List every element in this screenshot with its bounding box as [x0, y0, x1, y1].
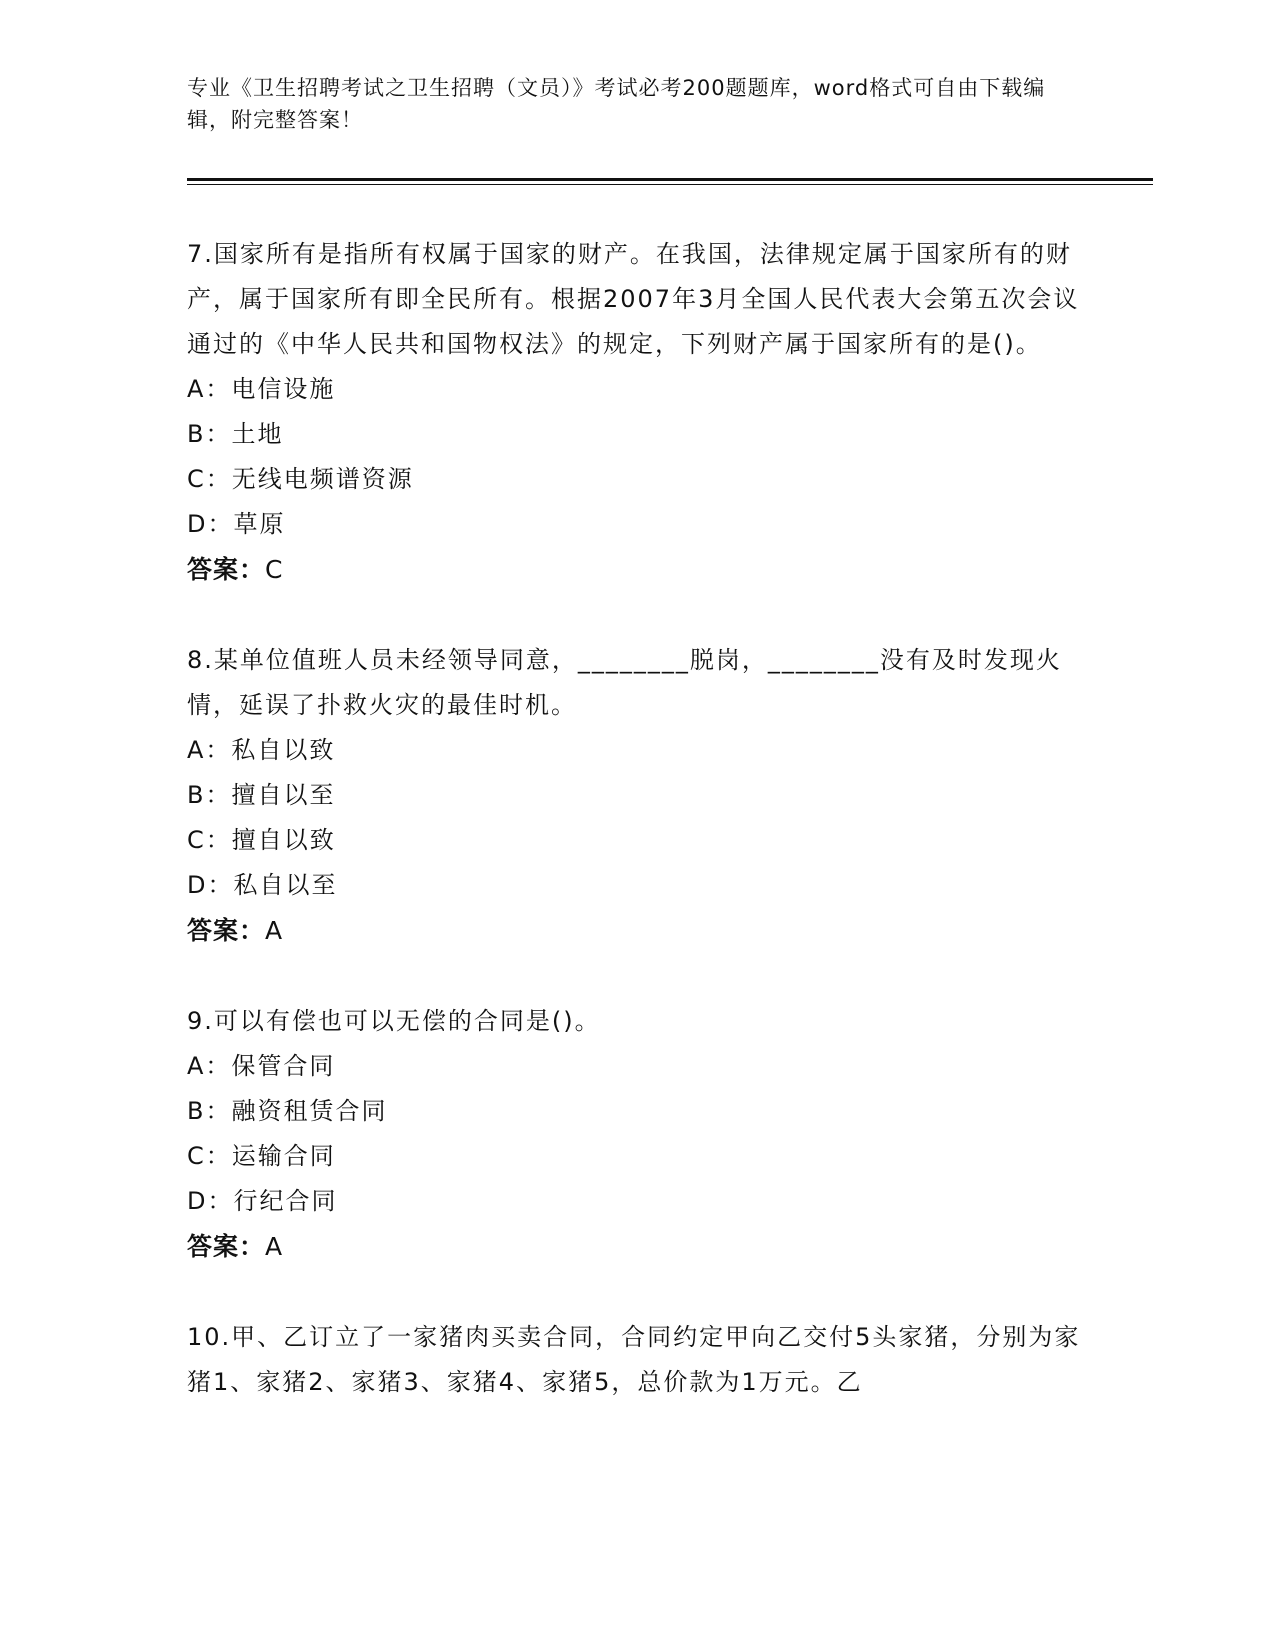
option-d: D：私自以至 — [187, 871, 338, 899]
option-d: D：行纪合同 — [187, 1187, 338, 1215]
question-stem: 7.国家所有是指所有权属于国家的财产。在我国，法律规定属于国家所有的财产，属于国家所有即全民所有。根据2007年3月全国人民代表大会第五次会议通过的《中华人民共和国物权法》的规定，下列财产属于国家所有的是()。 — [187, 240, 1080, 358]
option-b: B：土地 — [187, 420, 284, 448]
option-a: A：电信设施 — [187, 375, 336, 403]
answer-value: C — [265, 555, 284, 584]
option-a: A：保管合同 — [187, 1052, 336, 1080]
question-8 — [187, 638, 1087, 953]
option-c: C：擅自以致 — [187, 826, 336, 854]
question-stem: 9.可以有偿也可以无偿的合同是()。 — [187, 1007, 601, 1035]
option-a: A：私自以致 — [187, 736, 336, 764]
answer-value: A — [265, 1232, 284, 1261]
option-b: B：融资租赁合同 — [187, 1097, 388, 1125]
option-d: D：草原 — [187, 510, 286, 538]
answer-label: 答案： — [187, 1232, 266, 1261]
answer-line — [187, 1224, 1087, 1269]
question-9 — [187, 999, 1087, 1269]
header-divider-thick — [187, 178, 1153, 181]
question-7 — [187, 232, 1087, 592]
answer-label: 答案： — [187, 916, 266, 945]
answer-label: 答案： — [187, 555, 266, 584]
option-b: B：擅自以至 — [187, 781, 336, 809]
answer-value: A — [265, 916, 284, 945]
answer-line — [187, 908, 1087, 953]
page-header: 专业《卫生招聘考试之卫生招聘（文员）》考试必考200题题库，word格式可自由下载编辑，附完整答案！ — [187, 76, 1046, 132]
option-c: C：运输合同 — [187, 1142, 336, 1170]
question-stem: 8.某单位值班人员未经领导同意，________脱岗，________没有及时发现火情，延误了扑救火灾的最佳时机。 — [187, 646, 1062, 719]
answer-line — [187, 547, 1087, 592]
question-stem: 10.甲、乙订立了一家猪肉买卖合同，合同约定甲向乙交付5头家猪，分别为家猪1、家猪2、家猪3、家猪4、家猪5，总价款为1万元。乙 — [187, 1323, 1081, 1396]
question-list — [187, 232, 1087, 1451]
question-10 — [187, 1315, 1087, 1405]
header-divider-thin — [187, 184, 1153, 185]
option-c: C：无线电频谱资源 — [187, 465, 414, 493]
